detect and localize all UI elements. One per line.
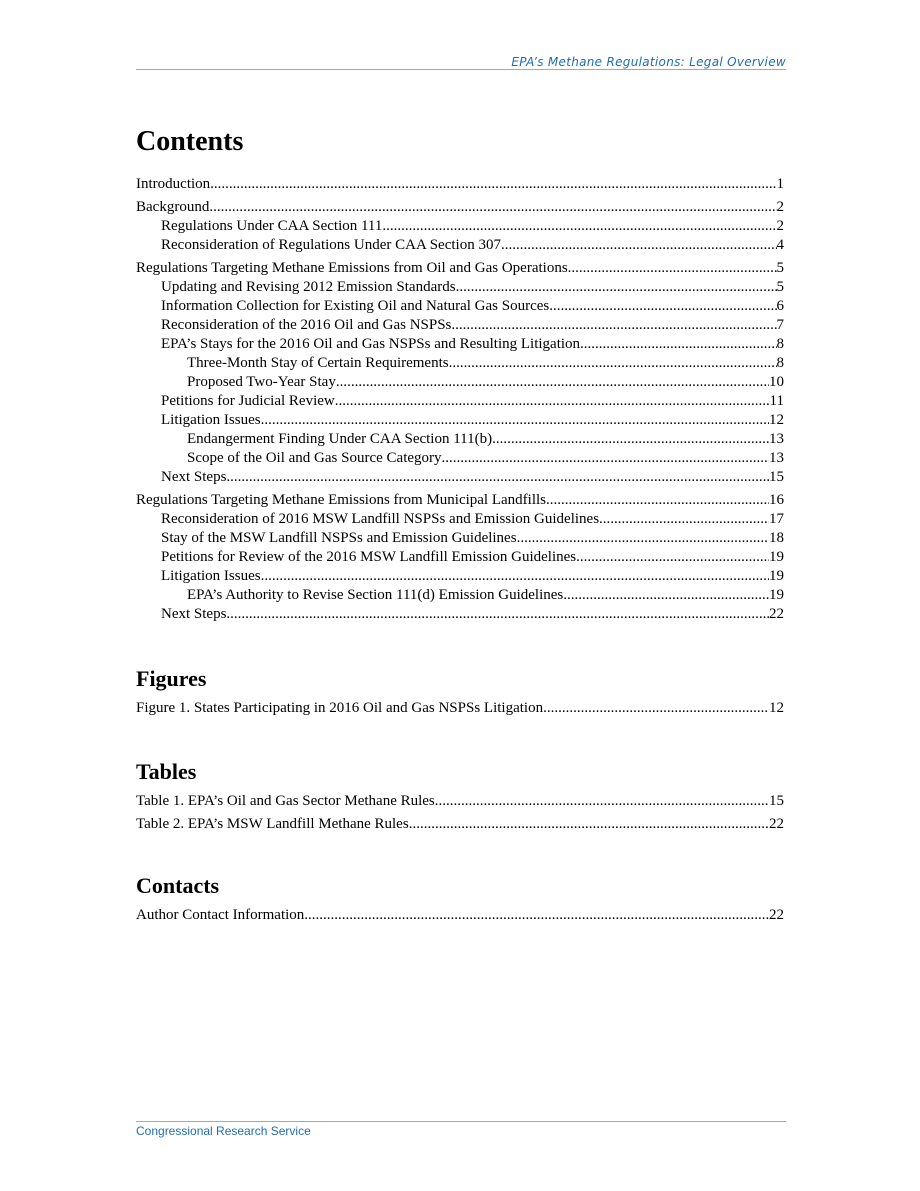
- toc-leader: [335, 392, 770, 411]
- toc-entry-landfill-stay[interactable]: [136, 529, 784, 548]
- toc-label: Regulations Under CAA Section 111: [161, 218, 383, 234]
- toc-entry-petitions-judicial-review[interactable]: [136, 392, 784, 411]
- toc-page: 10: [769, 374, 784, 390]
- toc-entry-landfill-next-steps[interactable]: [136, 605, 784, 624]
- toc-page: 5: [776, 279, 784, 295]
- toc-page: 22: [769, 606, 784, 622]
- toc-entry-information-collection[interactable]: [136, 297, 784, 316]
- toc-entry-reconsideration-2016-nsps[interactable]: [136, 316, 784, 335]
- figures-heading: Figures: [136, 666, 207, 691]
- toc-entry-author-contact[interactable]: [136, 906, 784, 925]
- toc-page: 13: [769, 450, 784, 466]
- toc-label: Figure 1. States Participating in 2016 Oil and Gas NSPSs Litigation: [136, 700, 544, 716]
- section-spacer: [136, 718, 784, 758]
- toc-entry-endangerment-finding[interactable]: [136, 430, 784, 449]
- toc-leader: [226, 605, 769, 624]
- toc-page: 18: [769, 530, 784, 546]
- toc-entry-table-1[interactable]: [136, 792, 784, 811]
- contents-heading: Contents: [136, 126, 244, 157]
- toc-label: Table 1. EPA’s Oil and Gas Sector Methane Rules: [136, 793, 435, 809]
- toc-label: Reconsideration of 2016 MSW Landfill NSPSs and Emission Guidelines: [161, 511, 600, 527]
- toc-page: 8: [776, 355, 784, 371]
- toc-entry-updating-2012-standards[interactable]: [136, 278, 784, 297]
- toc-label: Petitions for Judicial Review: [161, 393, 335, 409]
- toc-label: Author Contact Information: [136, 907, 305, 923]
- toc-page: 15: [769, 469, 784, 485]
- toc-entry-oil-gas-regulations[interactable]: [136, 259, 784, 278]
- toc-label: Background: [136, 199, 210, 215]
- toc-label: Litigation Issues: [161, 412, 261, 428]
- toc-page: 15: [769, 793, 784, 809]
- toc-entry-figure-1[interactable]: [136, 699, 784, 718]
- toc-label: Regulations Targeting Methane Emissions from Municipal Landfills: [136, 492, 547, 508]
- toc-leader: [261, 411, 769, 430]
- toc-label: Next Steps: [161, 606, 227, 622]
- toc-page: 22: [769, 907, 784, 923]
- toc-label: Updating and Revising 2012 Emission Standards: [161, 279, 456, 295]
- section-spacer: [136, 834, 784, 872]
- toc-leader: [304, 906, 769, 925]
- toc-label: Regulations Targeting Methane Emissions from Oil and Gas Operations: [136, 260, 568, 276]
- toc-page: 2: [776, 199, 784, 215]
- toc-page: 11: [769, 393, 784, 409]
- toc-label: Scope of the Oil and Gas Source Category: [187, 450, 442, 466]
- toc-page: 12: [769, 700, 784, 716]
- toc-leader: [563, 586, 769, 605]
- toc-page: 19: [769, 568, 784, 584]
- toc-label: Next Steps: [161, 469, 227, 485]
- running-header: EPA’s Methane Regulations: Legal Overview: [511, 55, 786, 69]
- toc-entry-source-category-scope[interactable]: [136, 449, 784, 468]
- toc-leader: [261, 567, 769, 586]
- toc-page: 12: [769, 412, 784, 428]
- toc-entry-epa-stays[interactable]: [136, 335, 784, 354]
- toc-leader: [442, 449, 769, 468]
- toc-label: Table 2. EPA’s MSW Landfill Methane Rules: [136, 816, 409, 832]
- toc-label: EPA’s Stays for the 2016 Oil and Gas NSPSs and Resulting Litigation: [161, 336, 581, 352]
- toc-entry-epa-authority-111d[interactable]: [136, 586, 784, 605]
- toc-leader: [549, 297, 776, 316]
- toc-entry-two-year-stay[interactable]: [136, 373, 784, 392]
- toc-label: Introduction: [136, 176, 211, 192]
- toc-leader: [382, 217, 776, 236]
- toc-leader: [435, 792, 769, 811]
- toc-entry-table-2[interactable]: [136, 815, 784, 834]
- toc-leader: [226, 468, 769, 487]
- toc-leader: [209, 198, 776, 217]
- toc-page: 13: [769, 431, 784, 447]
- toc-entry-background[interactable]: [136, 198, 784, 217]
- toc-leader: [576, 548, 769, 567]
- toc-leader: [409, 815, 769, 834]
- toc-page: 1: [776, 176, 784, 192]
- toc-label: Reconsideration of the 2016 Oil and Gas NSPSs: [161, 317, 452, 333]
- toc-label: Information Collection for Existing Oil and Natural Gas Sources: [161, 298, 550, 314]
- toc-label: Litigation Issues: [161, 568, 261, 584]
- contacts-heading: Contacts: [136, 873, 220, 898]
- toc-label: EPA’s Authority to Revise Section 111(d) Emission Guidelines: [187, 587, 564, 603]
- toc-leader: [599, 510, 769, 529]
- toc-page: 8: [776, 336, 784, 352]
- toc-leader: [543, 699, 769, 718]
- running-footer: Congressional Research Service: [136, 1124, 311, 1138]
- toc-page: 17: [769, 511, 784, 527]
- toc-page: 19: [769, 587, 784, 603]
- header-rule: [136, 69, 786, 70]
- toc-page: 4: [776, 237, 784, 253]
- toc-leader: [501, 236, 777, 255]
- toc-entry-landfill-litigation-issues[interactable]: [136, 567, 784, 586]
- toc-entry-litigation-issues[interactable]: [136, 411, 784, 430]
- toc-entry-landfill-reconsideration[interactable]: [136, 510, 784, 529]
- toc-page: 2: [776, 218, 784, 234]
- section-spacer: [136, 624, 784, 665]
- toc-label: Stay of the MSW Landfill NSPSs and Emission Guidelines: [161, 530, 517, 546]
- toc-leader: [449, 354, 777, 373]
- toc-entry-regulations-under-caa-111[interactable]: [136, 217, 784, 236]
- toc-page: 19: [769, 549, 784, 565]
- toc-entry-introduction[interactable]: [136, 175, 784, 194]
- toc-leader: [517, 529, 769, 548]
- toc-leader: [492, 430, 769, 449]
- toc-page: 7: [776, 317, 784, 333]
- toc-leader: [580, 335, 776, 354]
- toc-label: Endangerment Finding Under CAA Section 111(b): [187, 431, 493, 447]
- toc-leader: [568, 259, 777, 278]
- toc-entry-three-month-stay[interactable]: [136, 354, 784, 373]
- toc-page: 16: [769, 492, 784, 508]
- toc-label: Three-Month Stay of Certain Requirements: [187, 355, 449, 371]
- toc-leader: [210, 175, 776, 194]
- tables-heading: Tables: [136, 759, 197, 784]
- toc-page: 22: [769, 816, 784, 832]
- toc-label: Proposed Two-Year Stay: [187, 374, 336, 390]
- table-of-contents: [136, 124, 784, 925]
- toc-page: 6: [776, 298, 784, 314]
- toc-entry-landfill-petitions[interactable]: [136, 548, 784, 567]
- toc-page: 5: [776, 260, 784, 276]
- toc-entry-reconsideration-caa-307[interactable]: [136, 236, 784, 255]
- toc-entry-landfill-regulations[interactable]: [136, 491, 784, 510]
- toc-leader: [546, 491, 769, 510]
- toc-leader: [451, 316, 776, 335]
- toc-leader: [456, 278, 777, 297]
- toc-label: Petitions for Review of the 2016 MSW Landfill Emission Guidelines: [161, 549, 577, 565]
- toc-label: Reconsideration of Regulations Under CAA Section 307: [161, 237, 501, 253]
- toc-leader: [336, 373, 769, 392]
- toc-entry-next-steps[interactable]: [136, 468, 784, 487]
- footer-rule: [136, 1121, 786, 1122]
